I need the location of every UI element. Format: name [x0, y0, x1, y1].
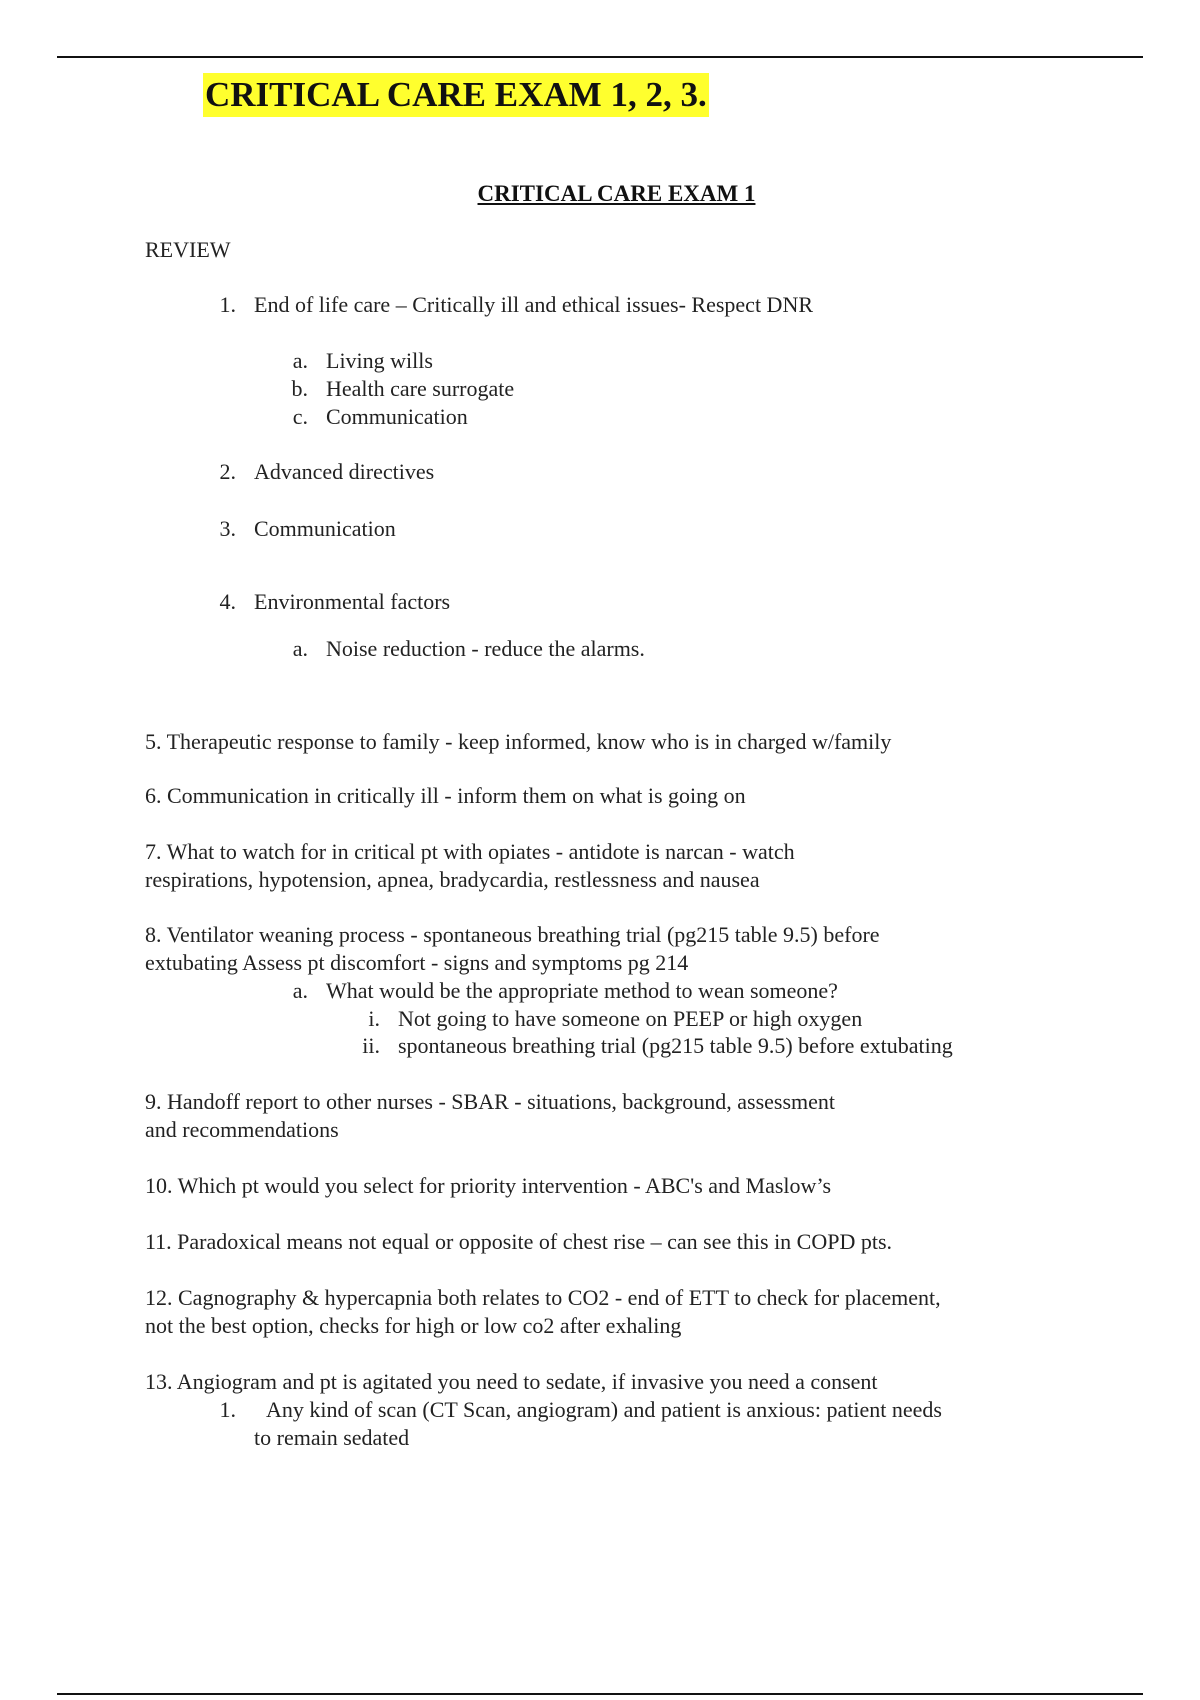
- list-item: 11. Paradoxical means not equal or opposite of chest rise – can see this in COPD pts.: [145, 1229, 893, 1254]
- sub-item-letter: a.: [292, 348, 308, 373]
- item-number: 3.: [219, 516, 236, 541]
- list-item: Advanced directives: [254, 459, 435, 484]
- sub-item-letter: a.: [292, 636, 308, 661]
- sub-item-letter: a.: [292, 978, 308, 1003]
- list-item: 13. Angiogram and pt is agitated you need to sedate, if invasive you need a consent: [145, 1369, 878, 1394]
- sub-item-number: 1.: [219, 1397, 236, 1422]
- item-number: 2.: [219, 459, 236, 484]
- sub-sub-list-item: Not going to have someone on PEEP or high oxygen: [398, 1006, 863, 1031]
- sub-list-item: Health care surrogate: [326, 376, 515, 401]
- sub-list-item: Any kind of scan (CT Scan, angiogram) and patient is anxious: patient needs: [266, 1397, 942, 1422]
- top-divider: [57, 56, 1143, 58]
- list-item: 10. Which pt would you select for priority intervention - ABC's and Maslow’s: [145, 1173, 832, 1198]
- list-item: Communication: [254, 516, 396, 541]
- list-item: Environmental factors: [254, 589, 451, 614]
- sub-sub-item-numeral: i.: [368, 1006, 380, 1031]
- list-item: 7. What to watch for in critical pt with opiates - antidote is narcan - watch: [145, 839, 795, 864]
- list-item: 8. Ventilator weaning process - spontaneous breathing trial (pg215 table 9.5) before: [145, 922, 880, 947]
- list-item-continuation: respirations, hypotension, apnea, bradycardia, restlessness and nausea: [145, 867, 760, 892]
- list-item: 6. Communication in critically ill - inform them on what is going on: [145, 783, 746, 808]
- sub-list-item-continuation: to remain sedated: [254, 1425, 410, 1450]
- item-number: 4.: [219, 589, 236, 614]
- sub-sub-list-item: spontaneous breathing trial (pg215 table 9.5) before extubating: [398, 1033, 953, 1058]
- item-number: 1.: [219, 292, 236, 317]
- list-item: 9. Handoff report to other nurses - SBAR - situations, background, assessment: [145, 1089, 836, 1114]
- section-title: CRITICAL CARE EXAM 1: [477, 181, 756, 206]
- sub-item-letter: c.: [292, 404, 308, 429]
- list-item-continuation: not the best option, checks for high or low co2 after exhaling: [145, 1313, 682, 1338]
- list-item: End of life care – Critically ill and ethical issues- Respect DNR: [254, 292, 814, 317]
- list-item-continuation: and recommendations: [145, 1117, 339, 1142]
- sub-list-item: Living wills: [326, 348, 433, 373]
- list-item: 5. Therapeutic response to family - keep informed, know who is in charged w/family: [145, 729, 892, 754]
- sub-sub-item-numeral: ii.: [362, 1033, 380, 1058]
- list-item-continuation: extubating Assess pt discomfort - signs and symptoms pg 214: [145, 950, 689, 975]
- sub-list-item: What would be the appropriate method to wean someone?: [326, 978, 838, 1003]
- sub-item-letter: b.: [291, 376, 308, 401]
- main-title: CRITICAL CARE EXAM 1, 2, 3.: [203, 73, 709, 117]
- sub-list-item: Noise reduction - reduce the alarms.: [326, 636, 645, 661]
- sub-list-item: Communication: [326, 404, 468, 429]
- review-label: REVIEW: [145, 237, 231, 262]
- bottom-divider: [57, 1693, 1143, 1695]
- list-item: 12. Cagnography & hypercapnia both relates to CO2 - end of ETT to check for placement,: [145, 1285, 941, 1310]
